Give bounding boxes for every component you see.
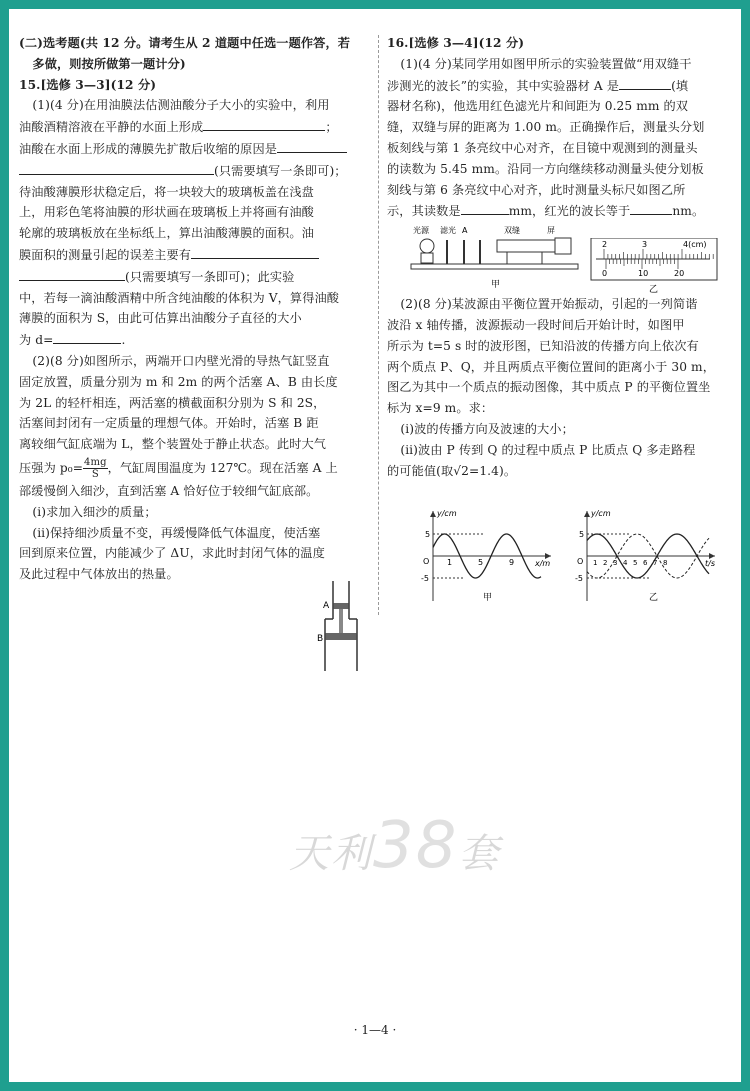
- label-B: B: [317, 634, 324, 644]
- q15-part2-line: 回到原来位置，内能减少了 ΔU，求此时封闭气体的温度: [19, 546, 325, 561]
- section-title-line2: 多做，则按所做第一题计分): [32, 56, 186, 71]
- q16-header: 16.[选修 3—4](12 分): [387, 36, 525, 50]
- graph-b-caption: 乙: [649, 593, 659, 603]
- q16-part1-line: 刻线与第 6 条亮纹中心对齐，此时测量头标尺如图乙所: [387, 182, 686, 197]
- graph-a-ym5: -5: [421, 574, 429, 583]
- graph-a-tick-9: 9: [509, 558, 515, 567]
- label-filter: 滤光: [440, 226, 456, 235]
- exam-page: [9, 9, 741, 1082]
- graph-b-tick-8: 8: [663, 559, 668, 567]
- q16-part2-line: 的可能值(取√2=1.4)。: [387, 463, 517, 478]
- graph-a-caption: 甲: [483, 593, 493, 603]
- answer-blank[interactable]: [19, 266, 125, 281]
- q16-part1-line: 的读数为 5.45 mm。沿同一方向继续移动测量头使分划板: [387, 161, 704, 176]
- answer-blank[interactable]: [630, 200, 672, 215]
- graph-b-tick-5: 5: [633, 559, 638, 567]
- q16-part2-line: 所示为 t=5 s 时的波形图，已知沿波的传播方向上依次有: [387, 338, 699, 353]
- scale-top-4: 4(cm): [683, 240, 707, 249]
- answer-blank[interactable]: [203, 116, 325, 131]
- graph-b-tick-2: 2: [603, 559, 608, 567]
- answer-blank[interactable]: [19, 160, 214, 175]
- q15-part1-line: 油酸在水面上形成的薄膜先扩散后收缩的原因是: [19, 138, 369, 160]
- scale-bottom-0: 0: [602, 269, 608, 278]
- graph-b-ylabel: y/cm: [591, 509, 611, 518]
- watermark-text1: 天利: [289, 831, 373, 877]
- watermark: [289, 809, 500, 883]
- q15-part2-line: 及此过程中气体放出的热量。: [19, 567, 179, 582]
- graph-a-ylabel: y/cm: [437, 509, 457, 518]
- q16-part2-line: 波沿 x 轴传播，波源振动一段时间后开始计时，如图甲: [387, 317, 685, 332]
- vibration-graph-yi: [569, 506, 719, 606]
- q15-part1-line: 膜面积的测量引起的误差主要有: [19, 244, 369, 266]
- q15-part2-line: (2)(8 分)如图所示，两端开口内壁光滑的导热气缸竖直: [32, 353, 330, 368]
- graph-b-tick-1: 1: [593, 559, 598, 567]
- label-source: 光源: [413, 226, 429, 235]
- q15-part1-line: (只需要填写一条即可)；此实验: [19, 266, 369, 288]
- answer-blank[interactable]: [191, 244, 319, 259]
- q15-part1-line: 油酸酒精溶液在平静的水面上形成 ；: [19, 116, 369, 138]
- answer-blank[interactable]: [53, 329, 121, 344]
- q15-part2-line: 压强为 p₀= $\frac{4mg}{S}$ ，气缸周围温度为 127℃。现在活塞 A 上: [19, 456, 338, 480]
- q15-part1-line: 为 d= .: [19, 329, 369, 351]
- graph-b-y5: 5: [579, 530, 585, 539]
- cylinder-figure: [317, 581, 365, 671]
- q15-part1-line: (1)(4 分)在用油膜法估测油酸分子大小的实验中，利用: [32, 98, 330, 113]
- q16-part1-line: 示，其读数是 mm，红光的波长等于 nm。: [387, 200, 732, 222]
- q16-part1-line: 涉测光的波长”的实验，其中实验器材 A 是 (填: [387, 75, 732, 97]
- q15-part1-line: 中，若每一滴油酸酒精中所含纯油酸的体积为 V，算得油酸: [19, 290, 340, 305]
- q15-part1-line: 薄膜的面积为 S，由此可估算出油酸分子直径的大小: [19, 311, 302, 326]
- answer-blank[interactable]: [461, 200, 509, 215]
- graph-a-y5: 5: [425, 530, 431, 539]
- q16-part1-line: 板刻线与第 1 条亮纹中心对齐，在目镜中观测到的测量头: [387, 140, 698, 155]
- graph-a-tick-5: 5: [478, 558, 484, 567]
- graph-b-tick-6: 6: [643, 559, 648, 567]
- section-title-line1: (二)选考题(共 12 分。请考生从 2 道题中任选一题作答，若: [19, 36, 351, 50]
- q15-part2-line: 活塞间封闭有一定质量的理想气体。开始时，活塞 B 距: [19, 416, 319, 431]
- scale-bottom-20: 20: [674, 269, 685, 278]
- fig-yi: 乙: [649, 285, 659, 294]
- label-screen: 屏: [547, 226, 555, 235]
- q16-part2-line: 标为 x=9 m。求：: [387, 401, 494, 416]
- wave-graph-jia: [415, 506, 555, 606]
- q15-part1-line: (只需要填写一条即可)；: [19, 160, 369, 182]
- answer-blank[interactable]: [619, 75, 671, 90]
- fig-jia: 甲: [491, 280, 501, 290]
- q16-part1-line: (1)(4 分)某同学用如图甲所示的实验装置做“用双缝干: [400, 56, 692, 71]
- label-a: A: [462, 226, 468, 235]
- graph-b-tick-4: 4: [623, 559, 628, 567]
- graph-b-origin: O: [577, 557, 584, 566]
- q15-part2-line: 为 2L 的轻杆相连，两活塞的横截面积分别为 S 和 2S，: [19, 395, 326, 410]
- q15-part1-line: 待油酸薄膜形状稳定后，将一块较大的玻璃板盖在浅盘: [19, 184, 314, 199]
- left-column: [19, 33, 369, 585]
- scale-top-2: 2: [602, 240, 608, 249]
- q15-part2-line: (ⅱ)保持细沙质量不变，再缓慢降低气体温度，使活塞: [32, 525, 321, 540]
- graph-b-tick-7: 7: [653, 559, 658, 567]
- graph-a-origin: O: [423, 557, 430, 566]
- graph-b-tick-3: 3: [613, 559, 618, 567]
- column-divider: [378, 35, 379, 615]
- page-footer: · 1—4 ·: [353, 1023, 397, 1037]
- graph-b-ym5: -5: [575, 574, 583, 583]
- q15-header: 15.[选修 3—3](12 分): [19, 77, 157, 92]
- scale-bottom-10: 10: [638, 269, 649, 278]
- double-slit-apparatus: [407, 222, 582, 292]
- q16-part2-line: (ⅱ)波由 P 传到 Q 的过程中质点 P 比质点 Q 多走路程: [400, 442, 696, 457]
- label-A: A: [323, 601, 330, 611]
- graph-b-xlabel: t/s: [705, 559, 715, 568]
- watermark-num: 38: [373, 809, 459, 883]
- q16-part1-line: 器材名称)，他选用红色滤光片和间距为 0.25 mm 的双: [387, 99, 689, 114]
- q15-part2-line: (ⅰ)求加入细沙的质量；: [32, 504, 157, 519]
- graph-a-xlabel: x/m: [535, 559, 551, 568]
- q15-part1-line: 轮廓的玻璃板放在坐标纸上，算出油酸薄膜的面积。油: [19, 226, 314, 241]
- q16-part2-line: (2)(8 分)某波源由平衡位置开始振动，引起的一列简谐: [400, 297, 698, 312]
- vernier-scale: [590, 238, 720, 294]
- q15-part2-line: 部缓慢倒入细沙，直到活塞 A 恰好位于较细气缸底部。: [19, 483, 319, 498]
- answer-blank[interactable]: [277, 138, 347, 153]
- q15-part2-line: 离较细气缸底端为 L，整个装置处于静止状态。此时大气: [19, 437, 327, 452]
- graph-a-tick-1: 1: [447, 558, 453, 567]
- q16-part2-line: 两个质点 P、Q，并且两质点平衡位置间的距离小于 30 m，: [387, 359, 716, 374]
- q15-part2-line: 固定放置，质量分别为 m 和 2m 的两个活塞 A、B 由长度: [19, 374, 338, 389]
- q15-part1-line: 上，用彩色笔将油膜的形状画在玻璃板上并将画有油酸: [19, 205, 314, 220]
- q16-part1-line: 缝，双缝与屏的距离为 1.00 m。正确操作后，测量头分划: [387, 120, 705, 135]
- watermark-text2: 套: [458, 831, 501, 877]
- q16-part2-line: 图乙为其中一个质点的振动图像，其中质点 P 的平衡位置坐: [387, 380, 711, 395]
- scale-top-3: 3: [642, 240, 648, 249]
- q16-part2-line: (ⅰ)波的传播方向及波速的大小；: [400, 421, 574, 436]
- label-slit: 双缝: [504, 226, 520, 235]
- pressure-fraction: $\frac{4mg}{S}$: [84, 456, 107, 480]
